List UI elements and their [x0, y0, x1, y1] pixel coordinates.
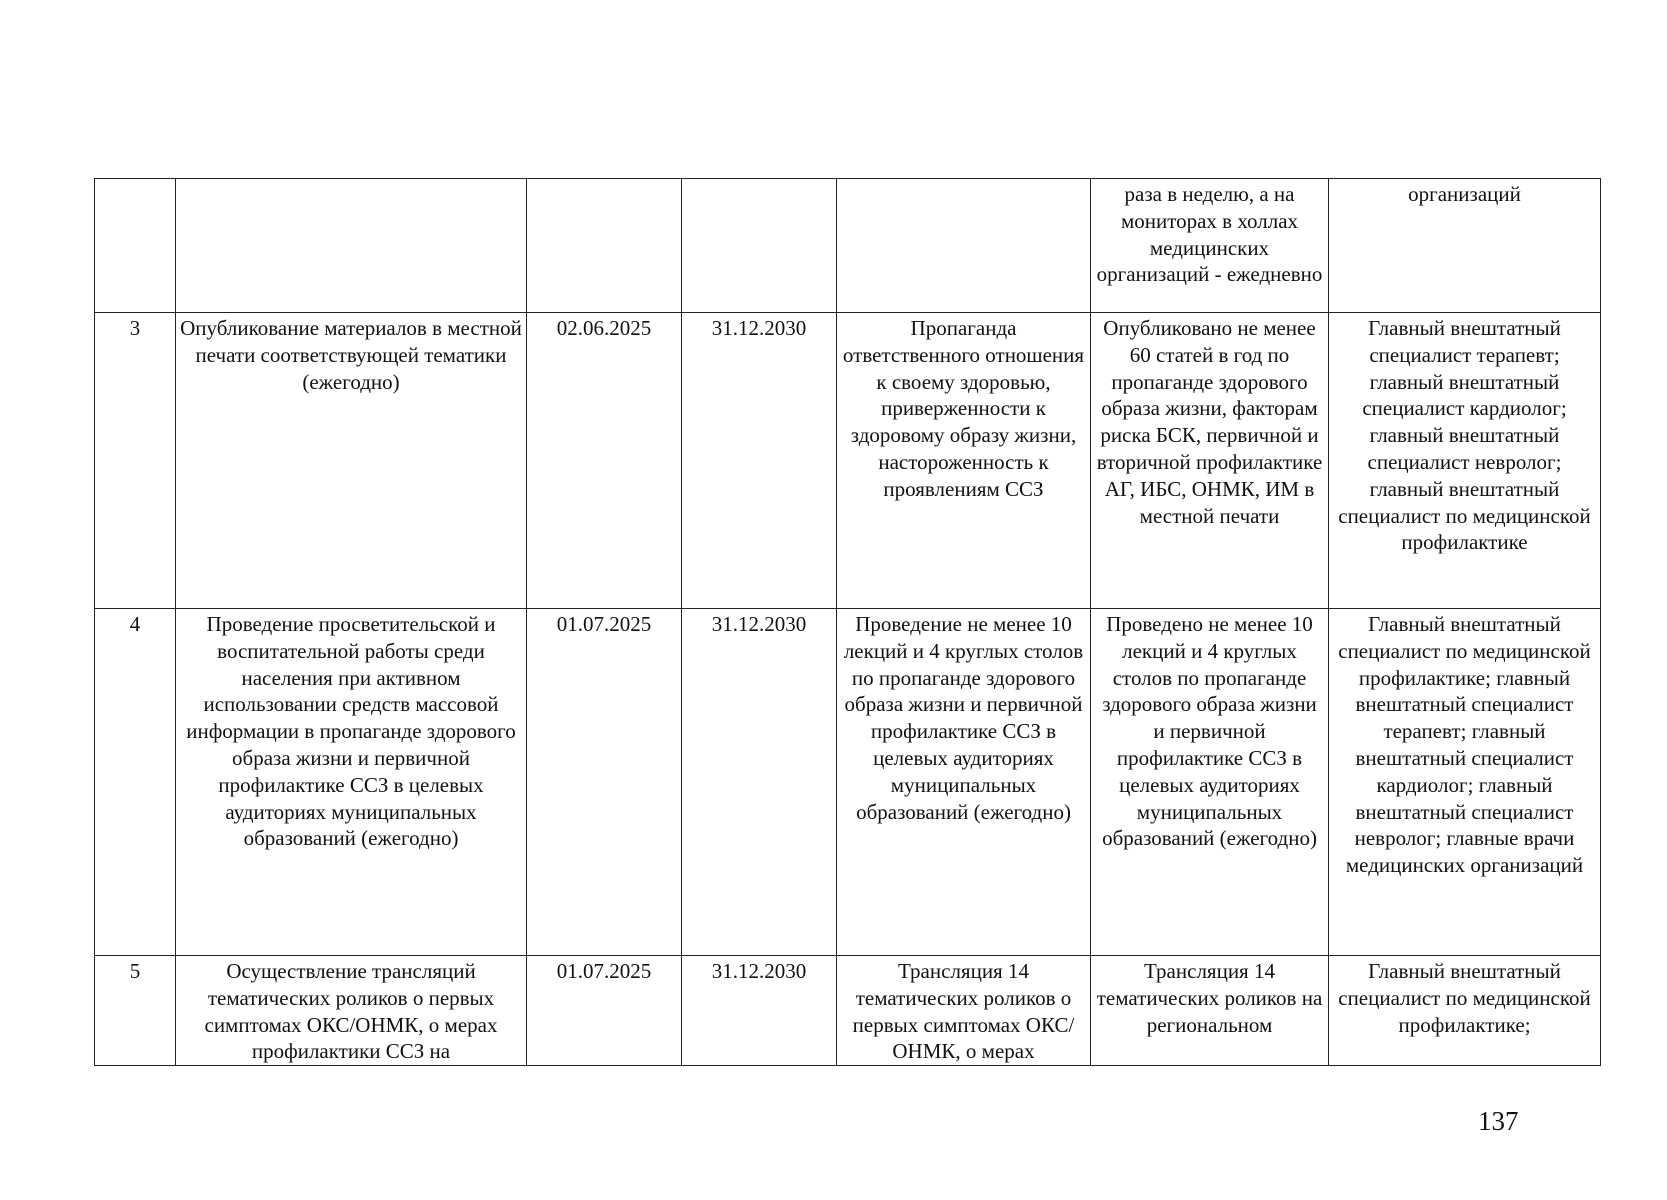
end-date-cell: 31.12.2030 [682, 313, 837, 609]
table-row [95, 956, 1601, 1066]
result-cell: Трансляция 14 тематических роликов о первых симптомах ОКС/ОНМК, о мерах [837, 956, 1091, 1066]
end-date-cell [682, 179, 837, 313]
action-cell [176, 179, 527, 313]
row-number: 3 [95, 313, 176, 609]
responsible-cell: Главный внештатный специалист терапевт; главный внештатный специалист кардиолог; главный внештатный специалист невролог; главный внештатный специалист по медицинской профилактике [1329, 313, 1601, 609]
end-date-cell: 31.12.2030 [682, 956, 837, 1066]
result-cell [837, 179, 1091, 313]
indicator-cell: раза в неделю, а на мониторах в холлах медицинских организаций - ежедневно [1091, 179, 1329, 313]
indicator-cell: Опубликовано не менее 60 статей в год по пропаганде здорового образа жизни, факторам риска БСК, первичной и вторичной профилактике АГ, ИБС, ОНМК, ИМ в местной печати [1091, 313, 1329, 609]
row-number: 4 [95, 609, 176, 956]
start-date-cell: 02.06.2025 [527, 313, 682, 609]
start-date-cell [527, 179, 682, 313]
responsible-cell: организаций [1329, 179, 1601, 313]
end-date-cell: 31.12.2030 [682, 609, 837, 956]
table-row [95, 313, 1601, 609]
row-number: 5 [95, 956, 176, 1066]
action-cell: Опубликование материалов в местной печати соответствующей тематики (ежегодно) [176, 313, 527, 609]
indicator-cell: Трансляция 14 тематических роликов на региональном [1091, 956, 1329, 1066]
result-cell: Проведение не менее 10 лекций и 4 круглых столов по пропаганде здорового образа жизни и первичной профилактике ССЗ в целевых аудиториях муниципальных образований (ежегодно) [837, 609, 1091, 956]
action-cell: Осуществление трансляций тематических роликов о первых симптомах ОКС/ОНМК, о мерах профилактики ССЗ на [176, 956, 527, 1066]
result-cell: Пропаганда ответственного отношения к своему здоровью, приверженности к здоровому образу жизни, настороженность к проявлениям ССЗ [837, 313, 1091, 609]
page-number: 137 [1478, 1106, 1519, 1136]
row-number [95, 179, 176, 313]
responsible-cell: Главный внештатный специалист по медицинской профилактике; главный внештатный специалист терапевт; главный внештатный специалист кардиолог; главный внештатный специалист невролог; главные врачи медицинских организаций [1329, 609, 1601, 956]
indicator-cell: Проведено не менее 10 лекций и 4 круглых столов по пропаганде здорового образа жизни и первичной профилактике ССЗ в целевых аудиториях муниципальных образований (ежегодно) [1091, 609, 1329, 956]
table-row [95, 609, 1601, 956]
responsible-cell: Главный внештатный специалист по медицинской профилактике; [1329, 956, 1601, 1066]
start-date-cell: 01.07.2025 [527, 609, 682, 956]
start-date-cell: 01.07.2025 [527, 956, 682, 1066]
action-cell: Проведение просветительской и воспитательной работы среди населения при активном использовании средств массовой информации в пропаганде здорового образа жизни и первичной профилактике ССЗ в целевых аудиториях муниципальных образований (ежегодно) [176, 609, 527, 956]
table-row [95, 179, 1601, 313]
measures-table [94, 178, 1601, 1066]
